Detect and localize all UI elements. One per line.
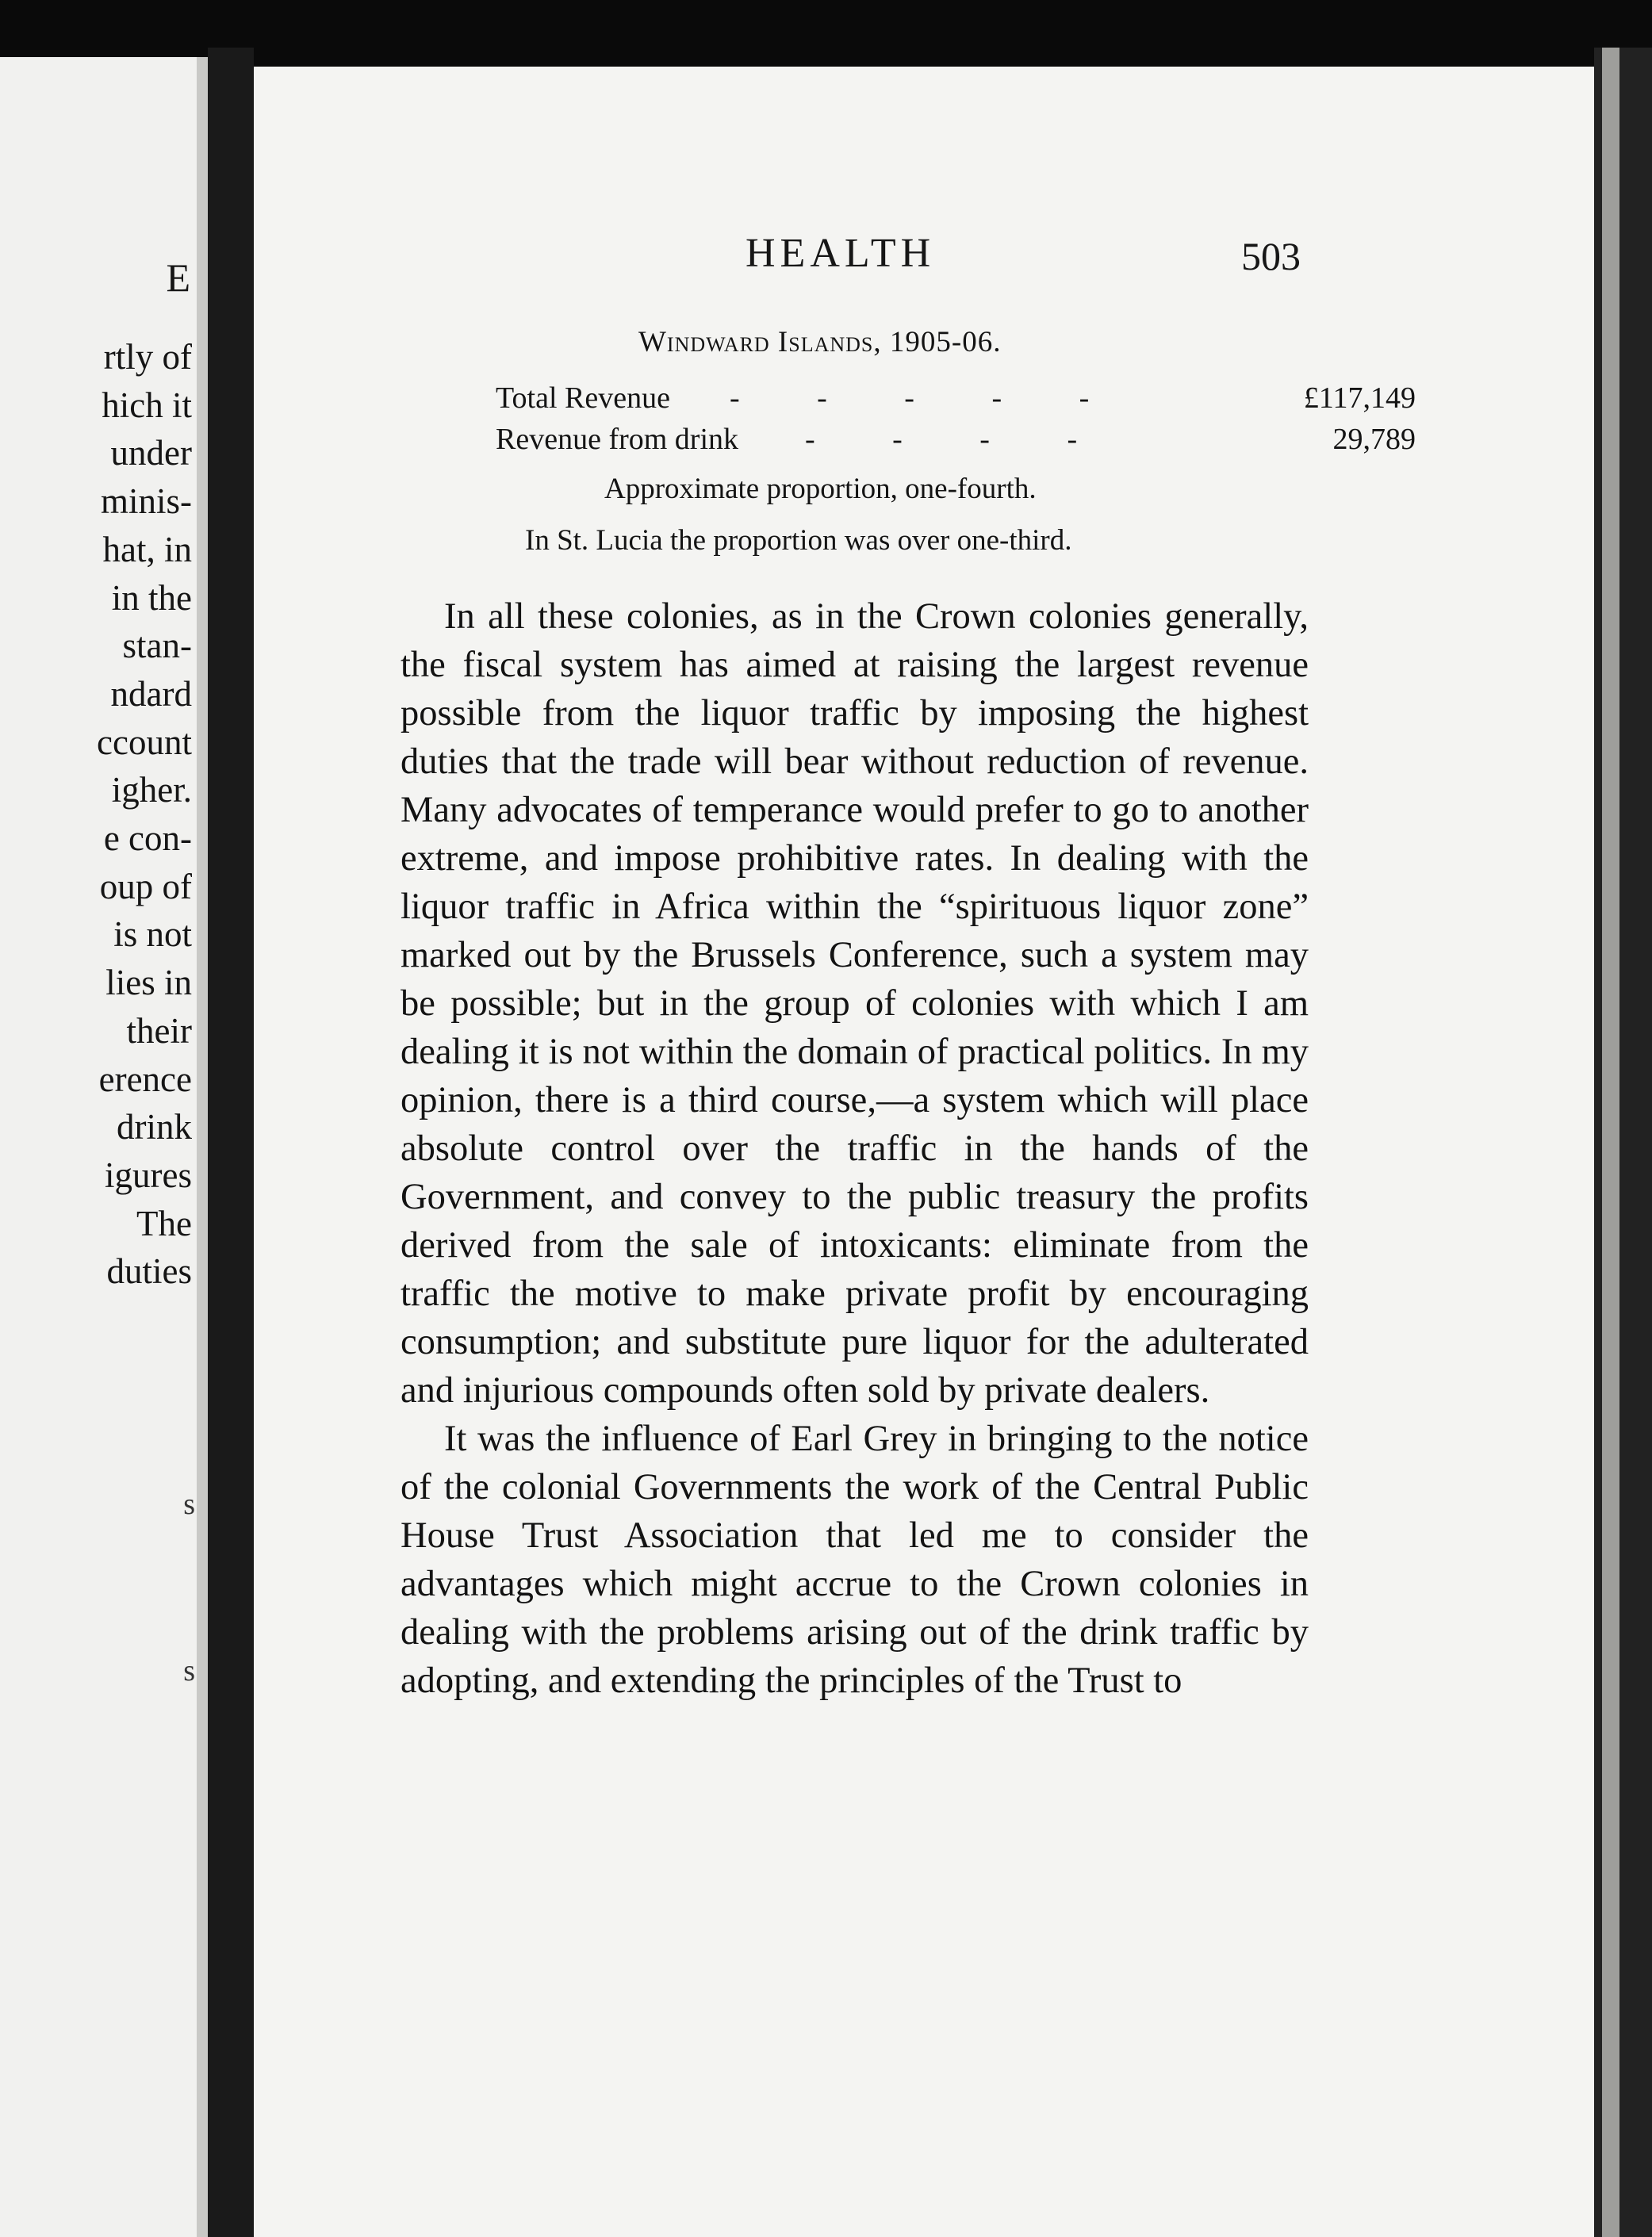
left-line: hat, in xyxy=(102,529,192,569)
book-gutter xyxy=(208,48,254,2237)
right-page-edge xyxy=(1594,48,1652,2237)
row-value: 29,789 xyxy=(1332,423,1416,456)
table-heading: Windward Islands, 1905-06. xyxy=(638,326,1002,358)
left-line: lies in xyxy=(105,963,192,1003)
left-line: ccount xyxy=(97,722,192,762)
left-line: duties xyxy=(106,1251,192,1292)
left-page-edge xyxy=(197,57,208,2237)
left-line: rtly of xyxy=(103,337,192,377)
left-page-fragment xyxy=(0,57,208,2237)
row-label: Total Revenue xyxy=(496,381,670,415)
paragraph: In all these colonies, as in the Crown colonies generally, the fiscal system has aimed at raising the largest revenue possible from the liquor traffic by imposing the highest duties that the trade will bear without reduction of revenue. Many advocates of temperance would prefer to go to another extreme, and impose prohibitive rates. In dealing with the liquor traffic in Africa within the “spirituous liquor zone” marked out by the Brussels Conference, such a system may be possible; but in the group of colonies with which I am dealing it is not within the domain of practical politics. In my opinion, there is a third course,—a system which will place absolute control over the traffic in the hands of the Government, and convey to the public treasury the profits derived from the sale of intoxicants: eliminate from the traffic the motive to make private profit by encouraging consumption; and substitute pure liquor for the adulterated and injurious compounds often sold by private dealers. xyxy=(401,596,1309,1411)
left-line: hich it xyxy=(102,385,192,425)
left-mark: s xyxy=(183,1654,195,1687)
left-line: oup of xyxy=(99,866,192,906)
running-head xyxy=(254,230,1594,285)
left-line: The xyxy=(136,1203,192,1243)
left-line: is not xyxy=(113,914,192,955)
left-line: in the xyxy=(111,577,192,618)
body-text xyxy=(401,592,1309,1705)
left-line: ndard xyxy=(110,673,192,714)
left-page-marks xyxy=(183,1477,195,1699)
left-line: drink xyxy=(117,1107,192,1147)
table-row xyxy=(496,381,1416,420)
row-leaders: - - - - - xyxy=(730,381,1125,415)
table-note: Approximate proportion, one-fourth. xyxy=(604,473,1037,505)
left-page-text xyxy=(97,254,192,1296)
left-line: e con- xyxy=(103,818,192,859)
left-line: under xyxy=(110,433,192,473)
page-number: 503 xyxy=(1241,234,1301,278)
left-line: minis- xyxy=(100,481,192,522)
table-note: In St. Lucia the proportion was over one-third. xyxy=(525,524,1072,557)
running-title: HEALTH xyxy=(746,231,936,276)
left-mark: s xyxy=(183,1488,195,1521)
left-line: their xyxy=(126,1010,192,1051)
row-label: Revenue from drink xyxy=(496,423,739,456)
row-value: £117,149 xyxy=(1303,381,1416,415)
row-leaders: - - - - xyxy=(805,423,1113,456)
left-line: igher. xyxy=(111,770,192,810)
left-heading-fragment: E xyxy=(166,255,192,300)
paragraph: It was the influence of Earl Grey in bringing to the notice of the colonial Governments the work of the Central Public House Trust Association that led me to consider the advantages which might accrue to the Crown colonies in dealing with the problems arising out of the drink traffic by adopting, and extending the principles of the Trust to xyxy=(401,1419,1309,1701)
table-row xyxy=(496,422,1416,462)
left-line: erence xyxy=(98,1059,192,1099)
left-line: igures xyxy=(105,1155,192,1195)
left-line: stan- xyxy=(122,626,192,666)
